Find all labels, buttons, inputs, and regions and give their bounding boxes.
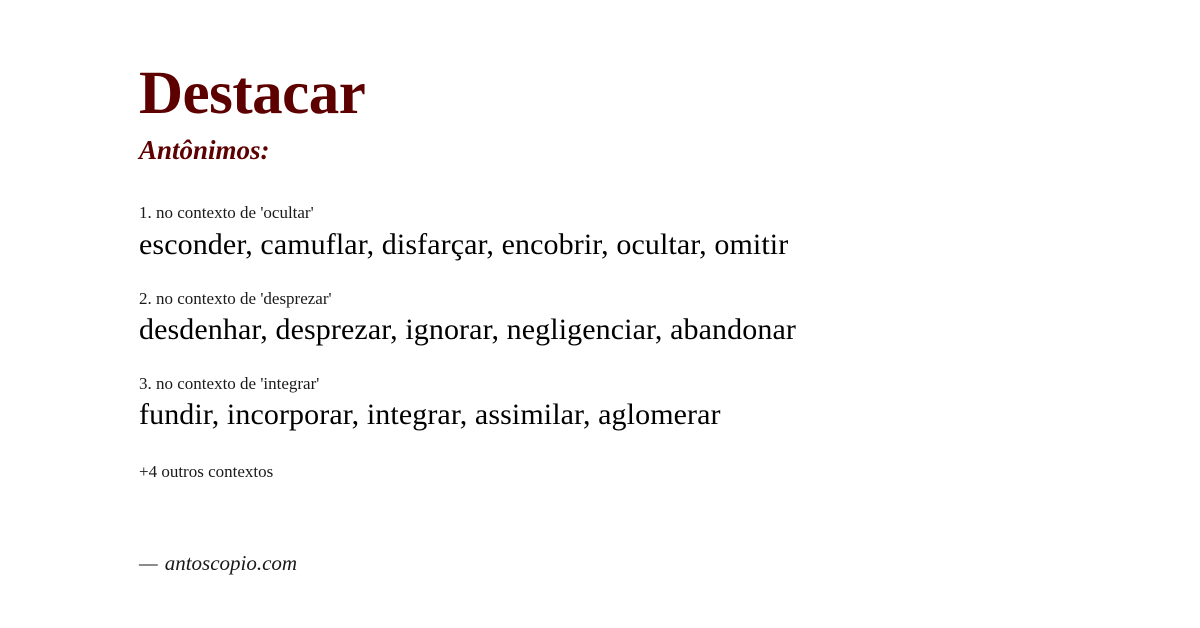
sense-context-label: 2. no contexto de 'desprezar' xyxy=(139,288,332,308)
source-site-name: antoscopio.com xyxy=(164,551,298,575)
sense-antonym-words: esconder, camuflar, disfarçar, encobrir, ocultar, omitir xyxy=(139,227,789,261)
section-label: Antônimos: xyxy=(139,135,270,166)
sense-entry xyxy=(139,288,1110,349)
em-dash: — xyxy=(139,551,158,575)
sense-antonym-words: fundir, incorporar, integrar, assimilar, aglomerar xyxy=(139,398,721,432)
page-title: Destacar xyxy=(139,60,366,127)
sense-entry xyxy=(139,373,1110,434)
more-contexts-label: +4 outros contextos xyxy=(139,462,274,482)
sense-context-label: 1. no contexto de 'ocultar' xyxy=(139,203,314,223)
sense-entry xyxy=(139,202,1110,263)
source-attribution xyxy=(139,551,297,576)
sense-antonym-words: desdenhar, desprezar, ignorar, negligenciar, abandonar xyxy=(139,312,796,346)
sense-context-label: 3. no contexto de 'integrar' xyxy=(139,373,320,393)
sense-list xyxy=(139,202,1110,434)
